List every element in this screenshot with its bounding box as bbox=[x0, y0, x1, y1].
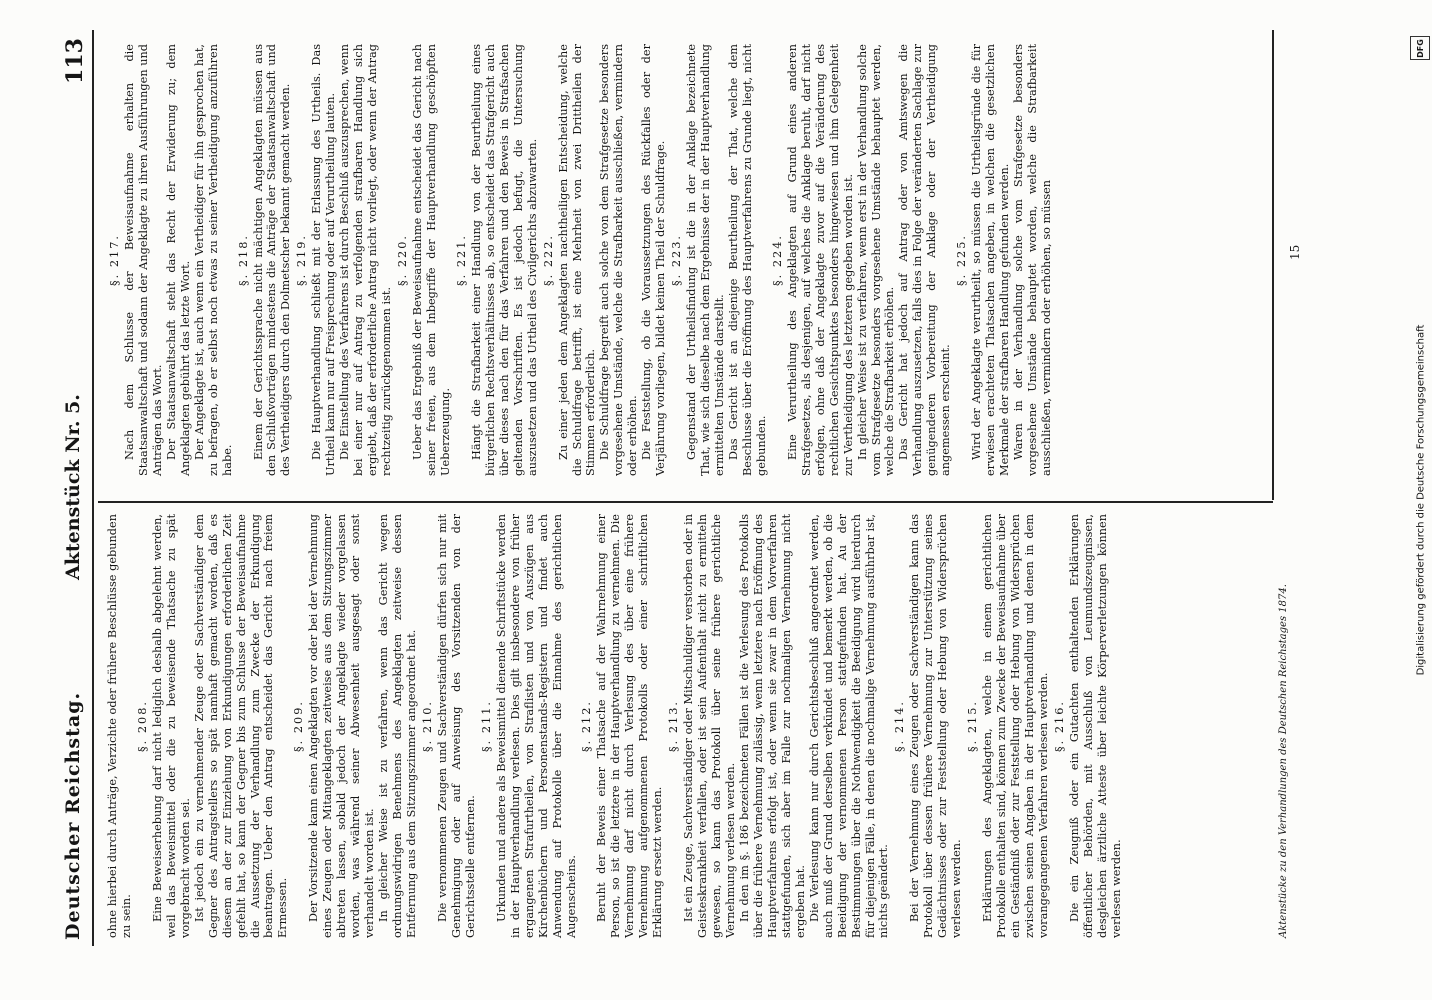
left-column bbox=[106, 514, 1124, 938]
paragraph: Zu einer jeden dem Angeklagten nachtheiligen Entscheidung, welche die Schuldfrage betrifft, ist eine Mehrheit von zwei Drittheilen der Stimmen erforderlich. bbox=[556, 44, 598, 476]
paragraph: Die Schuldfrage begreift auch solche von dem Strafgesetze besonders vorgesehene Umstände, welche die Strafbarkeit ausschließen, vermindern oder erhöhen. bbox=[598, 44, 640, 476]
paragraph: Urkunden und andere als Beweismittel dienende Schriftstücke werden in der Hauptverhandlung verlesen. Dies gilt insbesondere von früher ergangenen Strafurtheilen, von Straflisten und von Auszügen aus Kirchenbüchern und Personenstands-Registern und findet auch Anwendung auf Protokolle über die Einnahme des gerichtlichen Augenscheins. bbox=[494, 514, 578, 938]
paragraph: Das Gericht hat jedoch auf Antrag oder von Amtswegen die Verhandlung auszusetzen, falls dies in Folge der veränderten Sachlage zur genügenderen Vorbereitung der Anklage oder der Vertheidigung angemessen erscheint. bbox=[897, 44, 953, 476]
paragraph: Erklärungen des Angeklagten, welche in einem gerichtlichen Protokolle enthalten sind, können zum Zwecke der Beweisaufnahme über ein Geständniß oder zur Feststellung oder Hebung von Widersprüchen zwischen seinen Angaben in der Hauptverhandlung und denen in dem vorangegangenen Verfahren verlesen werden. bbox=[981, 514, 1050, 938]
section-heading: §. 214. bbox=[893, 700, 907, 752]
dfg-logo: DFG bbox=[1410, 36, 1430, 60]
paragraph: Nach dem Schlusse der Beweisaufnahme erhalten die Staatsanwaltschaft und sodann der Angeklagte zu ihren Ausführungen und Anträgen das Wort. bbox=[122, 44, 164, 476]
paragraph: Die Verlesung kann nur durch Gerichtsbeschluß angeordnet werden, auch muß der Grund derselben verkündet und bemerkt werden, ob die Beeidigung der vernommenen Person stattgefunden hat. Au der Bestimmungen über die Nothwendigkeit die Beeidigung wird hierdurch für diejenigen Fälle, in denen die nochmalige Vernehmung ausführbar ist, nichts geändert. bbox=[807, 514, 891, 938]
paragraph: In den im §. 186 bezeichneten Fällen ist die Verlesung des Protokolls über die frühere Vernehmung zulässig, wenn letztere nach Eröffnung des Hauptverfahrens erfolgt ist, oder wenn sie zwar in dem Vorverfahren stattgefunden, sich aber im Falle zur nochmaligen Vernehmung nicht ergeben hat. bbox=[737, 514, 807, 938]
section-heading: §. 222. bbox=[541, 234, 555, 286]
paragraph: Ist ein Zeuge, Sachverständiger oder Mitschuldiger verstorben oder in Geisteskrankheit verfallen, oder ist sein Aufenthalt nicht zu ermitteln gewesen, so kann das Protokoll über seine frühere gerichtliche Vernehmung verlesen werden. bbox=[682, 514, 737, 938]
paragraph: Der Staatsanwaltschaft steht das Recht der Erwiderung zu; dem Angeklagten gebührt das letzte Wort. bbox=[164, 44, 192, 476]
paragraph: In gleicher Weise ist zu verfahren, wenn erst in der Verhandlung solche vom Strafgesetze besonders vorgesehene Umstände behauptet werden, welche die Strafbarkeit erhöhen. bbox=[855, 44, 897, 476]
section-heading: §. 212. bbox=[580, 700, 594, 752]
section-heading: §. 217. bbox=[108, 234, 121, 286]
section-heading: §. 209. bbox=[292, 700, 306, 752]
paragraph: Die ein Zeugniß oder ein Gutachten enthaltenden Erklärungen öffentlicher Behörden, mit Ausschluß von Leumundszeugnissen, desgleichen ärztliche Atteste über leichte Körperverletzungen können verlesen werden. bbox=[1067, 514, 1123, 938]
paragraph: Eine Verurtheilung des Angeklagten auf Grund eines anderen Strafgesetzes, als desjenigen, auf welches die Anklage beruht, darf nicht erfolgen, ohne daß der Angeklagte zuvor auf die Veränderung des rechtlichen Gesichtspunktes besonders hingewiesen und ihm Gelegenheit zur Vertheidigung des letzteren gegeben worden ist. bbox=[785, 44, 855, 476]
header-rule bbox=[92, 30, 94, 946]
paragraph: Waren in der Verhandlung solche vom Strafgesetze besonders vorgesehene Umstände behauptet worden, welche die Strafbarkeit ausschließen, vermindern oder erhöhen, so müssen bbox=[1012, 44, 1053, 476]
section-heading: §. 208. bbox=[135, 700, 149, 752]
paragraph: Beruht der Beweis einer Thatsache auf der Wahrnehmung einer Person, so ist die letztere in der Hauptverhandlung zu vernehmen. Die Vernehmung darf nicht durch Verlesung des über eine frühere Vernehmung aufgenommenen Protokolls oder einer schriftlichen Erklärung ersetzt werden. bbox=[595, 514, 665, 938]
section-heading: §. 224. bbox=[770, 234, 784, 286]
paragraph: Die Feststellung, ob die Voraussetzungen des Rückfalles oder der Verjährung vorliegen, bildet keinen Theil der Schuldfrage. bbox=[640, 44, 668, 476]
column-divider bbox=[98, 502, 1273, 504]
section-heading: §. 213. bbox=[667, 700, 681, 752]
paragraph: Einem der Gerichtssprache nicht mächtigen Angeklagten müssen aus den Schlußvorträgen mindestens die Anträge der Staatsanwaltschaft und des Vertheidigers durch den Dolmetscher bekannt gemacht werden. bbox=[251, 44, 293, 476]
section-heading: §. 210. bbox=[420, 700, 434, 752]
section-heading: §. 220. bbox=[396, 234, 410, 286]
paragraph: Hängt die Strafbarkeit einer Handlung von der Beurtheilung eines bürgerlichen Rechtsverhältnisses ab, so entscheidet das Strafgericht auch über dieses nach den für das Verfahren und den Beweis in Strafsachen geltenden Vorschriften. Es ist jedoch befugt, die Untersuchung auszusetzen und das Urtheil des Civilgerichts abzuwarten. bbox=[469, 44, 539, 476]
section-heading: §. 216. bbox=[1052, 700, 1066, 752]
section-heading: §. 215. bbox=[966, 700, 980, 752]
section-heading: §. 225. bbox=[955, 234, 969, 286]
paragraph: Ist jedoch ein zu vernehmender Zeuge oder Sachverständiger dem Gegner des Antragstellers so spät namhaft gemacht worden, daß es diesem an der zur Einziehung von Erkundigungen erforderlichen Zeit gefehlt hat, so kann der Gegner bis zum Schlusse der Beweisaufnahme die Aussetzung der Verhandlung zum Zwecke der Erkundigung beantragen. Ueber den Antrag entscheidet das Gericht nach freiem Ermessen. bbox=[192, 514, 290, 938]
footer-citation: Aktenstücke zu den Verhandlungen des Deutschen Reichstages 1874. bbox=[1278, 584, 1289, 938]
section-heading: §. 211. bbox=[479, 700, 493, 752]
header-center-title: Aktenstück Nr. 5. bbox=[62, 394, 84, 580]
paragraph: Das Gericht ist an diejenige Beurtheilung der That, welche dem Beschlusse über die Eröffnung des Hauptverfahrens zu Grunde liegt, nicht gebunden. bbox=[726, 44, 768, 476]
page-number: 113 bbox=[62, 38, 88, 84]
paragraph: Die vernommenen Zeugen und Sachverständigen dürfen sich nur mit Genehmigung oder auf Anweisung des Vorsitzenden von der Gerichtsstelle entfernen. bbox=[435, 514, 477, 938]
header-left-title: Deutscher Reichstag. bbox=[62, 691, 84, 940]
section-heading: §. 221. bbox=[454, 234, 468, 286]
paragraph: In gleicher Weise ist zu verfahren, wenn das Gericht wegen ordnungswidrigen Benehmens des Angeklagten zeitweise dessen Entfernung aus dem Sitzungszimmer angeordnet hat. bbox=[377, 514, 419, 938]
paragraph: Bei der Vernehmung eines Zeugen oder Sachverständigen kann das Protokoll über dessen frühere Vernehmung zur Unterstützung seines Gedächtnisses oder zur Feststellung oder Hebung von Widersprüchen verlesen werden. bbox=[908, 514, 964, 938]
paragraph: Wird der Angeklagte verurtheilt, so müssen die Urtheilsgründe die für erwiesen erachteten Thatsachen angeben, in welchen die gesetzlichen Merkmale der strafbaren Handlung gefunden werden. bbox=[970, 44, 1012, 476]
paragraph: ohne hierbei durch Anträge, Verzichte oder frühere Beschlüsse gebunden zu sein. bbox=[106, 514, 133, 938]
paragraph: Gegenstand der Urtheilsfindung ist die in der Anklage bezeichnete That, wie sich dieselbe nach dem Ergebnisse der in der Hauptverhandlung ermittelten Umstände darstellt. bbox=[685, 44, 727, 476]
dfg-funding-text: Digitalisierung gefördert durch die Deutsche Forschungsgemeinschaft bbox=[1415, 324, 1427, 676]
paragraph: Die Hauptverhandlung schließt mit der Erlassung des Urtheils. Das Urtheil kann nur auf Freisprechung oder auf Verurtheilung lauten. bbox=[310, 44, 338, 476]
section-heading: §. 219. bbox=[295, 234, 309, 286]
footer-rule bbox=[1272, 30, 1274, 500]
section-heading: §. 218. bbox=[236, 234, 250, 286]
section-heading: §. 223. bbox=[670, 234, 684, 286]
paragraph: Ueber das Ergebniß der Beweisaufnahme entscheidet das Gericht nach seiner freien, aus dem Inbegriffe der Hauptverhandlung geschöpften Ueberzeugung. bbox=[411, 44, 452, 476]
paragraph: Der Vorsitzende kann einen Angeklagten vor oder bei der Vernehmung eines Zeugen oder Mitangeklagten zeitweise aus dem Sitzungszimmer abtreten lassen, sobald jedoch der Angeklagte wieder vorgelassen worden, was während seiner Abwesenheit ausgesagt oder sonst verhandelt worden ist. bbox=[307, 514, 377, 938]
paragraph: Die Einstellung des Verfahrens ist durch Beschluß auszusprechen, wenn bei einer nur auf Antrag zu verfolgenden strafbaren Handlung sich ergiebt, daß der erforderliche Antrag nicht vorliegt, oder wenn der Antrag rechtzeitig zurückgenommen ist. bbox=[338, 43, 394, 476]
paragraph: Eine Beweiserhebung darf nicht lediglich deshalb abgelehnt werden, weil das Beweismittel oder die zu beweisende Thatsache zu spät vorgebracht worden sei. bbox=[150, 514, 192, 938]
right-column bbox=[106, 44, 1054, 476]
signature-number: 15 bbox=[1288, 244, 1302, 260]
paragraph: Der Angeklagte ist, auch wenn ein Vertheidiger für ihn gesprochen hat, zu befragen, ob er selbst noch etwas zu seiner Vertheidigung anzuführen habe. bbox=[192, 44, 234, 476]
dfg-funding-stamp bbox=[1410, 30, 1432, 970]
